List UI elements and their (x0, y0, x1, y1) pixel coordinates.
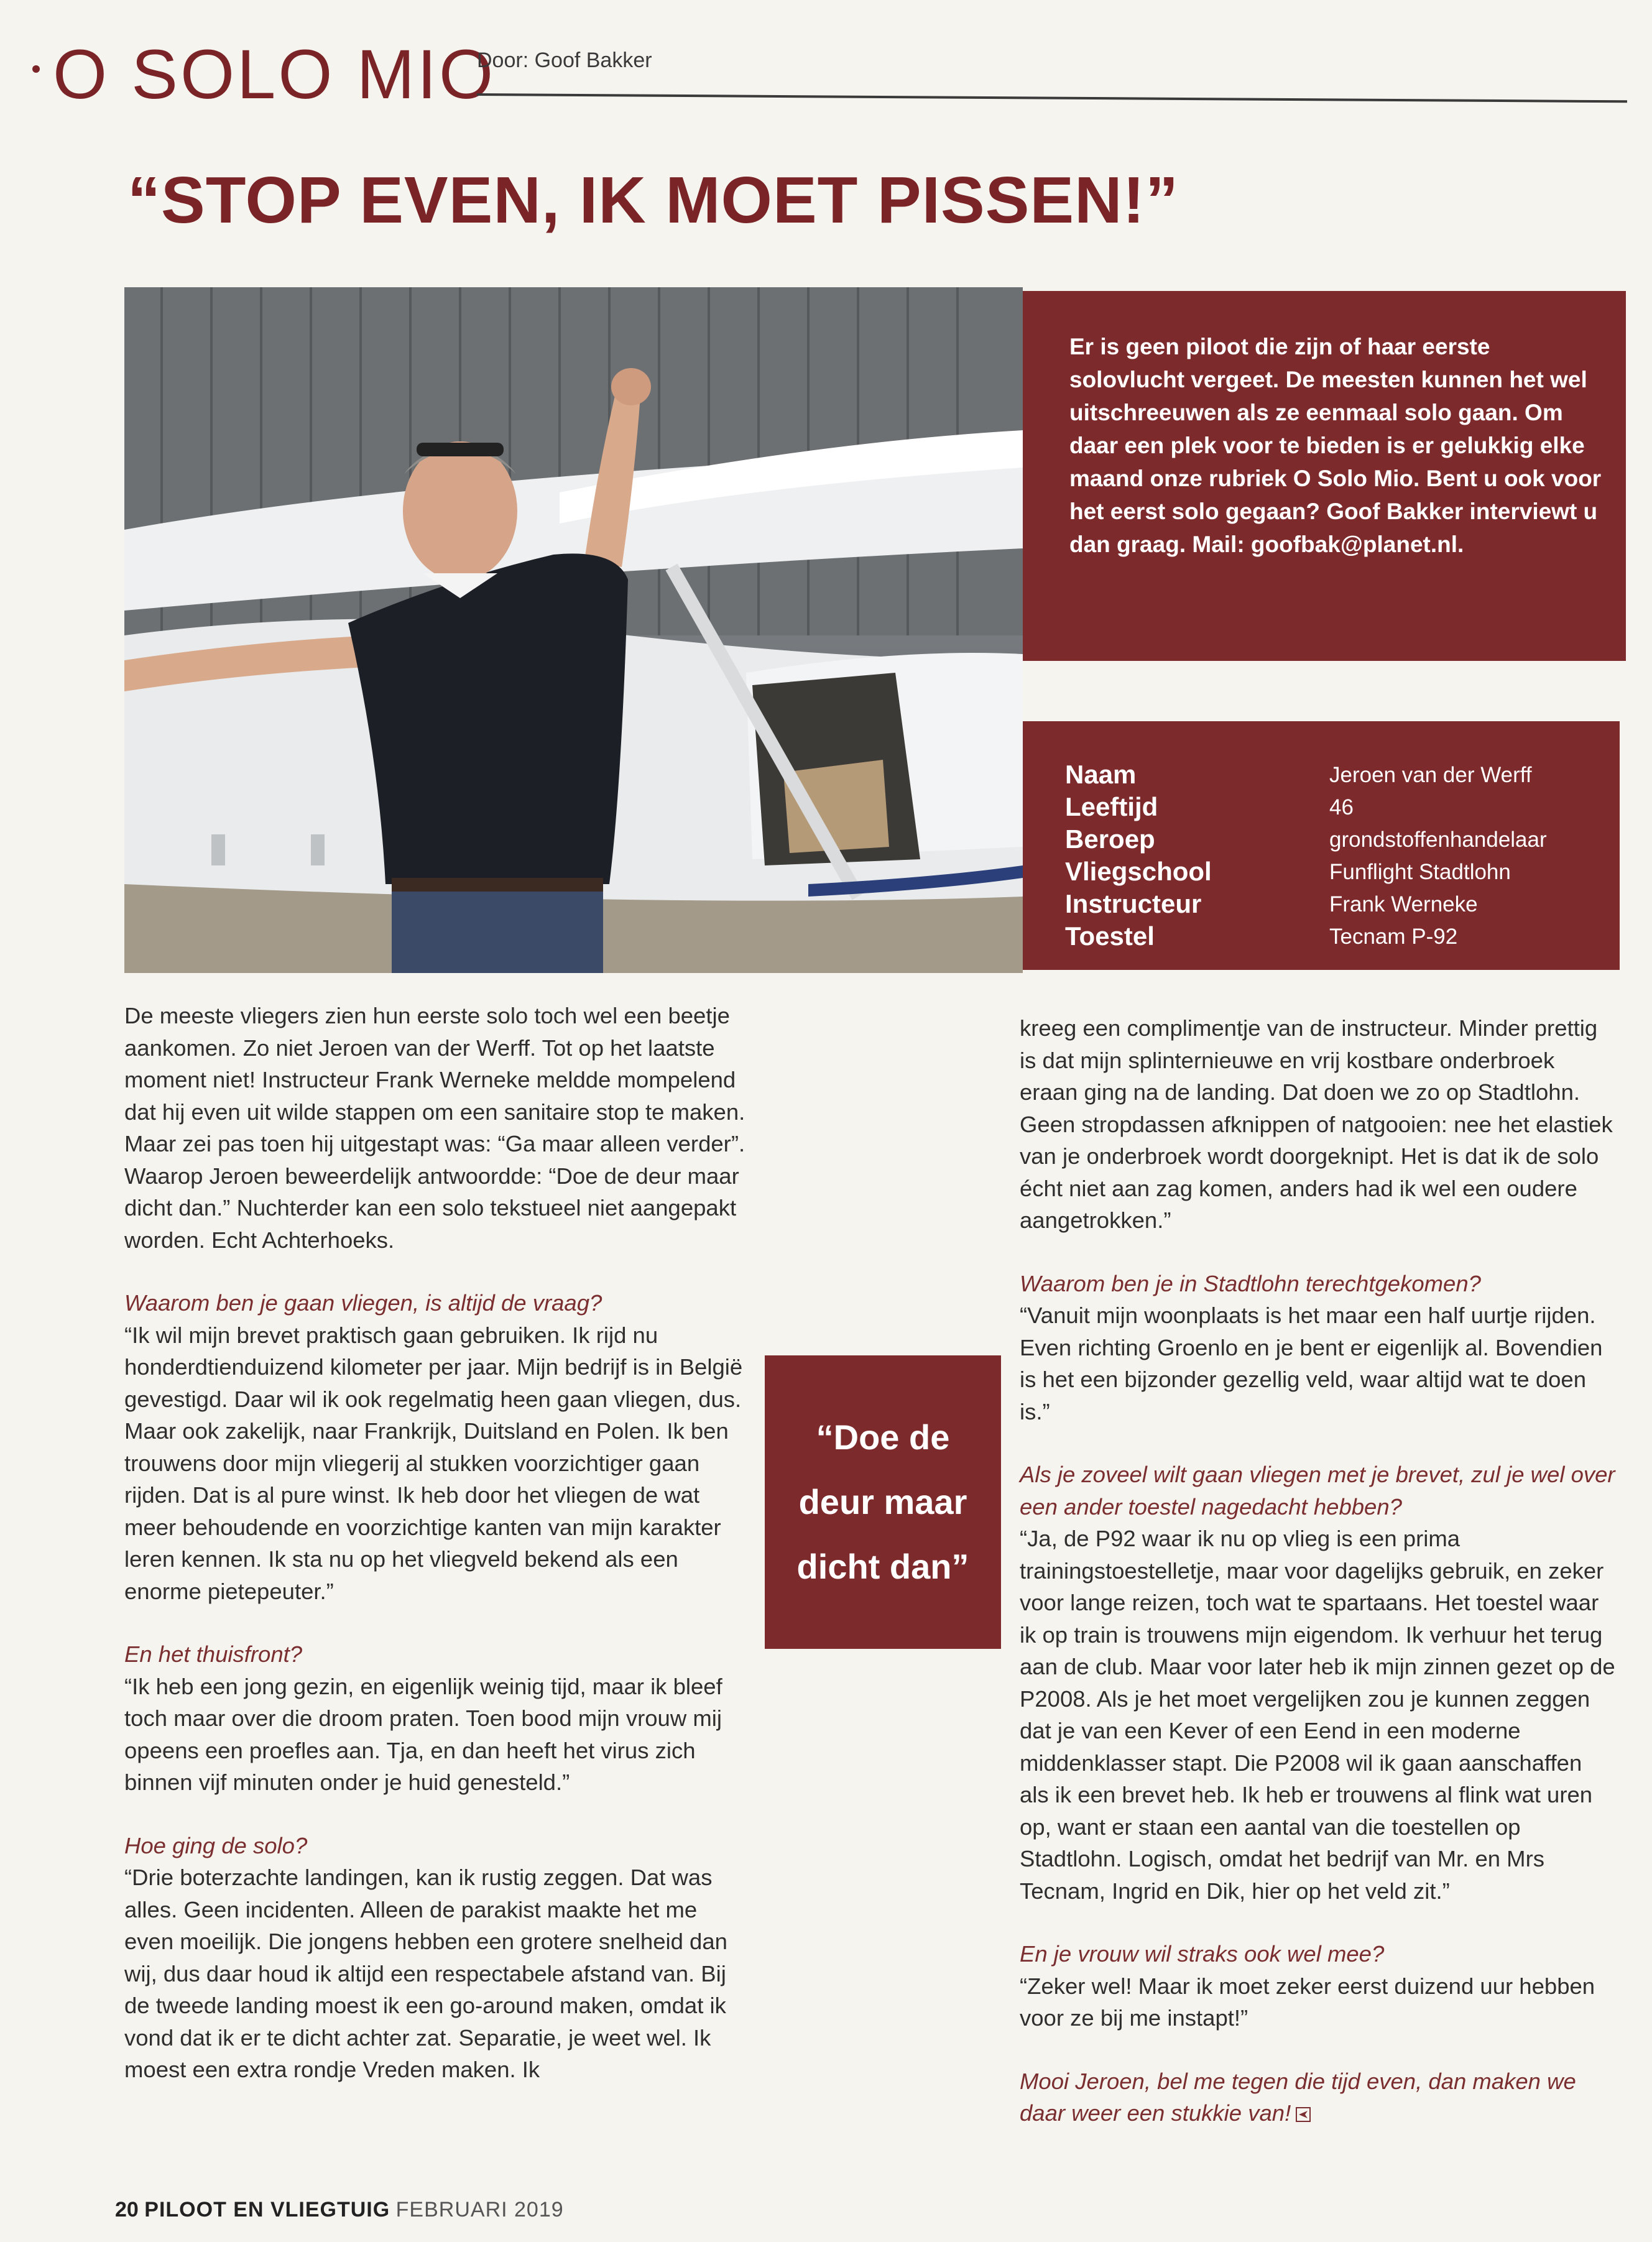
interview-answer: kreeg een complimentje van de instructeur. Minder prettig is dat mijn splinternieuwe en vrij kostbare onderbroek eraan ging na de landing. Dat doen we zo op Stadtlohn. Geen stropdassen afknippen of natgooien: nee het elastiek van je onderbroek wordt doorgeknipt. Het is dat ik de solo écht niet aan zag komen, anders had ik wel een oudere aangetrokken.” (1020, 1015, 1613, 1233)
interview-answer: “Ik heb een jong gezin, en eigenlijk weinig tijd, maar ik bleef toch maar over die droom praten. Toen bood mijn vrouw mij opeens een proefles aan. Tja, en dan heeft het virus zich binnen vijf minuten onder je huid genesteld.” (124, 1673, 722, 1795)
interview-answer: “Vanuit mijn woonplaats is het maar een half uurtje rijden. Even richting Groenlo en je bent er eigenlijk al. Bovendien is het een bijzonder gezellig veld, waar altijd wat te doen is.” (1020, 1303, 1603, 1424)
header-rule (477, 93, 1627, 103)
fact-label: Vliegschool (1065, 857, 1212, 886)
fact-label: Leeftijd (1065, 792, 1158, 821)
interview-question: Waarom ben je in Stadtlohn terechtgekomen? (1020, 1270, 1481, 1296)
hero-photo (124, 287, 1023, 973)
interview-question: Waarom ben je gaan vliegen, is altijd de vraag? (124, 1290, 602, 1316)
fact-value: 46 (1329, 795, 1354, 819)
closing-text: Mooi Jeroen, bel me tegen die tijd even, dan maken we daar weer een stukkie van! (1020, 2068, 1576, 2126)
intro-text: Er is geen piloot die zijn of haar eerste solovlucht vergeet. De meesten kunnen het wel uitschreeuwen als ze eenmaal solo gaan. Om daar een plek voor te bieden is er gelukkig elke maand onze rubriek O Solo Mio. Bent u ook voor het eerst solo gegaan? Goof Bakker interviewt u dan graag. Mail: goofbak@planet.nl. (1069, 334, 1602, 557)
facts-box (1023, 721, 1620, 970)
issue-date: FEBRUARI 2019 (395, 2198, 564, 2221)
pull-quote (765, 1355, 1001, 1649)
headline: “STOP EVEN, IK MOET PISSEN!” (127, 164, 1179, 237)
section-title: O SOLO MIO (53, 35, 496, 113)
fact-value: Jeroen van der Werff (1329, 763, 1532, 787)
interview-question: Als je zoveel wilt gaan vliegen met je brevet, zul je wel over een ander toestel nagedacht hebben? (1020, 1462, 1615, 1520)
fact-label: Instructeur (1065, 889, 1202, 918)
magazine-name: PILOOT EN VLIEGTUIG (144, 2198, 390, 2221)
article-column-left (124, 1000, 746, 2086)
fact-label: Naam (1065, 760, 1137, 789)
article-column-right (1020, 1012, 1617, 2129)
fact-value: Funflight Stadtlohn (1329, 860, 1511, 884)
photo-illustration (124, 287, 1023, 973)
fact-label: Toestel (1065, 921, 1155, 951)
byline: Door: Goof Bakker (477, 48, 652, 72)
closing-remark (1020, 2065, 1617, 2129)
bullet-dot (32, 65, 40, 73)
page-number: 20 (115, 2198, 139, 2221)
lead-paragraph: De meeste vliegers zien hun eerste solo toch wel een beetje aankomen. Zo niet Jeroen van der Werff. Tot op het laatste moment niet! Instructeur Frank Werneke meldde mompelend dat hij even uit wilde stappen om een sanitaire stop te maken. Maar zei pas toen hij uitgestapt was: “Ga maar alleen verder”. Waarop Jeroen beweerdelijk antwoordde: “Doe de deur maar dicht dan.” Nuchterder kan een solo tekstueel niet aangepakt worden. Echt Achterhoeks. (124, 1003, 745, 1253)
intro-box (1023, 291, 1626, 661)
fact-label: Beroep (1065, 824, 1155, 854)
pull-quote-text: “Doe de deur maar dicht dan” (796, 1418, 969, 1586)
fact-value: Tecnam P-92 (1329, 925, 1458, 949)
fact-value: grondstoffenhandelaar (1329, 828, 1547, 852)
interview-answer: “Ik wil mijn brevet praktisch gaan gebruiken. Ik rijd nu honderdtienduizend kilometer per jaar. Mijn bedrijf is in België gevestigd. Daar wil ik ook regelmatig heen gaan vliegen, dus. Maar ook zakelijk, naar Frankrijk, Duitsland en Polen. Ik ben trouwens door mijn vliegerij al stukken voorzichtiger gaan rijden. Dat is al pure winst. Ik heb door het vliegen de wat meer behoudende en voorzichtige kanten van mijn karakter leren kennen. Ik sta nu op het vliegveld bekend als een enorme pietepeuter.” (124, 1322, 743, 1604)
interview-answer: “Drie boterzachte landingen, kan ik rustig zeggen. Dat was alles. Geen incidenten. Alleen de parakist maakte het me even moeilijk. Die jongens hebben een grotere snelheid dan wij, dus daar houd ik altijd een respectabele afstand van. Bij de tweede landing moest ik een go-around maken, omdat ik vond dat ik er te dicht achter zat. Separatie, je weet wel. Ik moest een extra rondje Vreden maken. Ik (124, 1865, 727, 2082)
interview-question: En het thuisfront? (124, 1641, 303, 1667)
airplane-end-icon (1296, 2107, 1311, 2122)
interview-question: En je vrouw wil straks ook wel mee? (1020, 1941, 1385, 1967)
interview-answer: “Zeker wel! Maar ik moet zeker eerst duizend uur hebben voor ze bij me instapt!” (1020, 1973, 1595, 2031)
fact-value: Frank Werneke (1329, 892, 1478, 916)
page-footer (115, 2198, 564, 2222)
interview-answer: “Ja, de P92 waar ik nu op vlieg is een prima trainingstoestelletje, maar voor dagelijks gebruik, en zeker voor lange reizen, toch wat te spartaans. Het toestel waar ik op train is trouwens mijn eigendom. Ik verhuur het terug aan de club. Maar voor later heb ik mijn zinnen gezet op de P2008. Als je het moet vergelijken zou je kunnen zeggen dat je van een Kever of een Eend in een moderne middenklasser stapt. Die P2008 wil ik gaan aanschaffen als ik een brevet heb. Ik heb er trouwens al flink wat uren op, want er staan een aantal van die toestellen op Stadtlohn. Logisch, omdat het bedrijf van Mr. en Mrs Tecnam, Ingrid en Dik, hier op het veld zit.” (1020, 1526, 1615, 1904)
interview-question: Hoe ging de solo? (124, 1832, 308, 1858)
